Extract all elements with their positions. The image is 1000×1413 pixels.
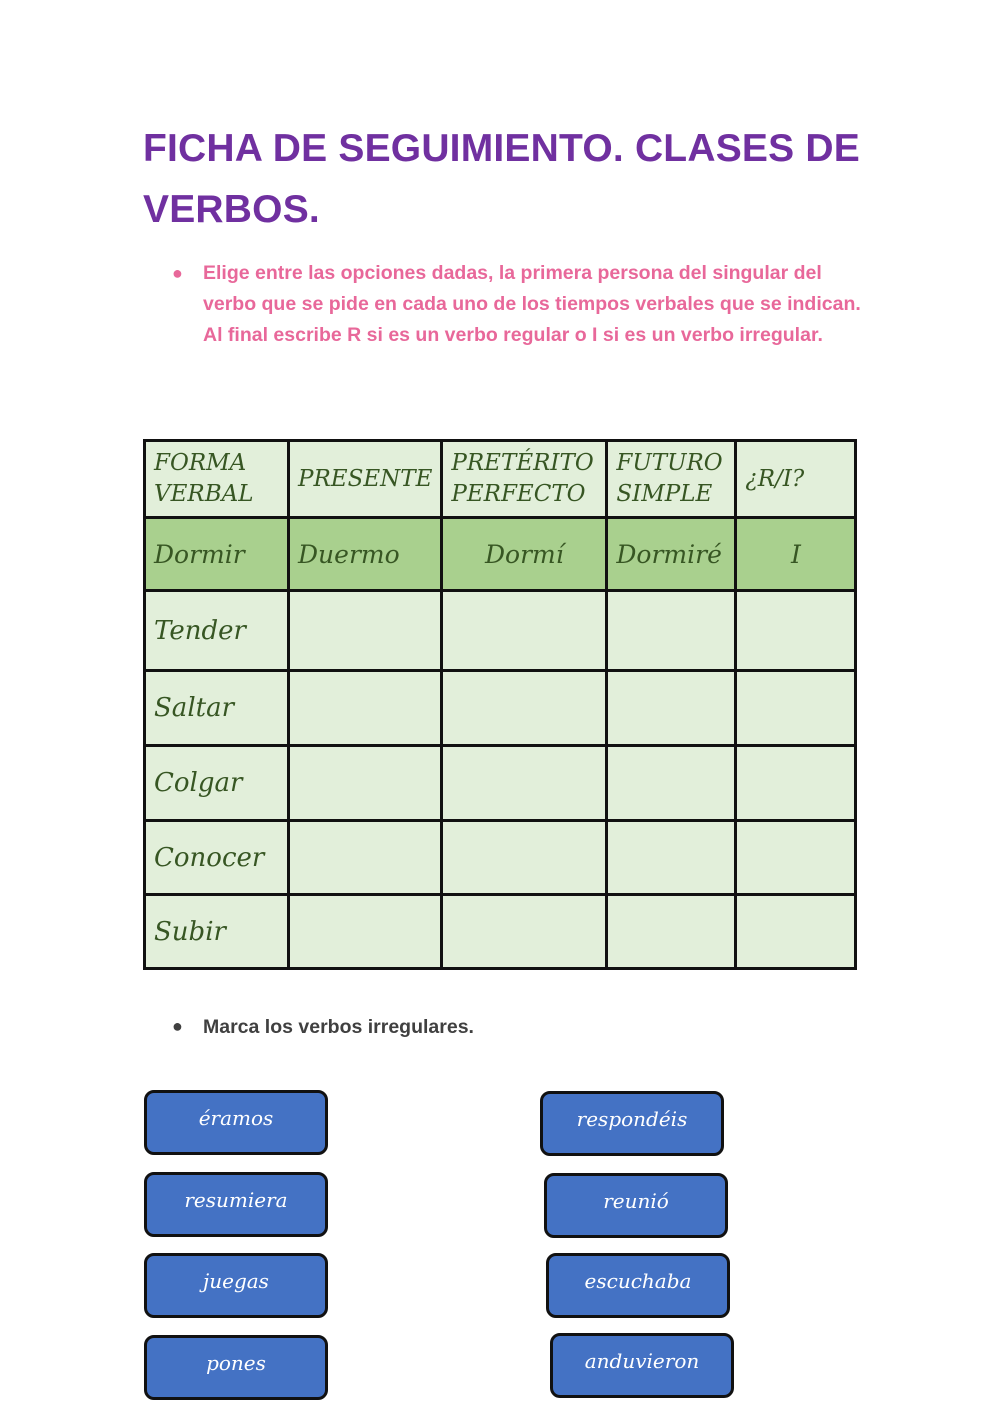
verb-table xyxy=(143,439,857,970)
word-button-respondeis[interactable]: respondéis xyxy=(540,1091,724,1156)
page-title: FICHA DE SEGUIMIENTO. CLASES DE VERBOS. xyxy=(143,127,860,231)
answer-cell[interactable] xyxy=(607,671,736,746)
answer-cell[interactable] xyxy=(442,671,607,746)
answer-cell[interactable] xyxy=(442,746,607,821)
bullet-icon: ● xyxy=(172,263,183,283)
answer-cell[interactable] xyxy=(736,671,856,746)
example-presente: Duermo xyxy=(289,518,442,591)
answer-cell[interactable] xyxy=(289,746,442,821)
table-row xyxy=(145,591,856,671)
row-verb: Colgar xyxy=(145,746,289,821)
answer-cell[interactable] xyxy=(607,895,736,969)
table-row xyxy=(145,671,856,746)
word-button-pones[interactable]: pones xyxy=(144,1335,328,1400)
header-preterito-perfecto: PRETÉRITO PERFECTO xyxy=(442,441,607,518)
header-presente: PRESENTE xyxy=(289,441,442,518)
row-verb: Tender xyxy=(145,591,289,671)
table-header-row xyxy=(145,441,856,518)
word-button-juegas[interactable]: juegas xyxy=(144,1253,328,1318)
table-row xyxy=(145,746,856,821)
table-row xyxy=(145,895,856,969)
example-row xyxy=(145,518,856,591)
word-button-anduvieron[interactable]: anduvieron xyxy=(550,1333,734,1398)
instruction-1-text: Elige entre las opciones dadas, la primera persona del singular del verbo que se pide en cada uno de los tiempos verbales que se indican. Al final escribe R si es un verbo regular o I si es un verbo irregular. xyxy=(203,262,861,346)
answer-cell[interactable] xyxy=(607,746,736,821)
table-row xyxy=(145,821,856,895)
answer-cell[interactable] xyxy=(289,591,442,671)
instruction-2-text: Marca los verbos irregulares. xyxy=(203,1016,474,1038)
example-futuro: Dormiré xyxy=(607,518,736,591)
word-button-eramos[interactable]: éramos xyxy=(144,1090,328,1155)
answer-cell[interactable] xyxy=(442,895,607,969)
word-button-reunio[interactable]: reunió xyxy=(544,1173,728,1238)
answer-cell[interactable] xyxy=(289,895,442,969)
answer-cell[interactable] xyxy=(736,821,856,895)
answer-cell[interactable] xyxy=(442,591,607,671)
answer-cell[interactable] xyxy=(736,591,856,671)
header-regular-irregular: ¿R/I? xyxy=(736,441,856,518)
row-verb: Subir xyxy=(145,895,289,969)
answer-cell[interactable] xyxy=(736,895,856,969)
word-button-escuchaba[interactable]: escuchaba xyxy=(546,1253,730,1318)
answer-cell[interactable] xyxy=(289,821,442,895)
header-futuro-simple: FUTURO SIMPLE xyxy=(607,441,736,518)
instruction-1 xyxy=(172,258,862,351)
instruction-2 xyxy=(172,1016,474,1039)
row-verb: Conocer xyxy=(145,821,289,895)
answer-cell[interactable] xyxy=(289,671,442,746)
bullet-icon: ● xyxy=(172,1016,183,1036)
example-ri: I xyxy=(736,518,856,591)
answer-cell[interactable] xyxy=(442,821,607,895)
example-preterito: Dormí xyxy=(442,518,607,591)
header-forma-verbal: FORMA VERBAL xyxy=(145,441,289,518)
row-verb: Saltar xyxy=(145,671,289,746)
answer-cell[interactable] xyxy=(607,591,736,671)
word-button-resumiera[interactable]: resumiera xyxy=(144,1172,328,1237)
answer-cell[interactable] xyxy=(607,821,736,895)
example-verb: Dormir xyxy=(145,518,289,591)
answer-cell[interactable] xyxy=(736,746,856,821)
